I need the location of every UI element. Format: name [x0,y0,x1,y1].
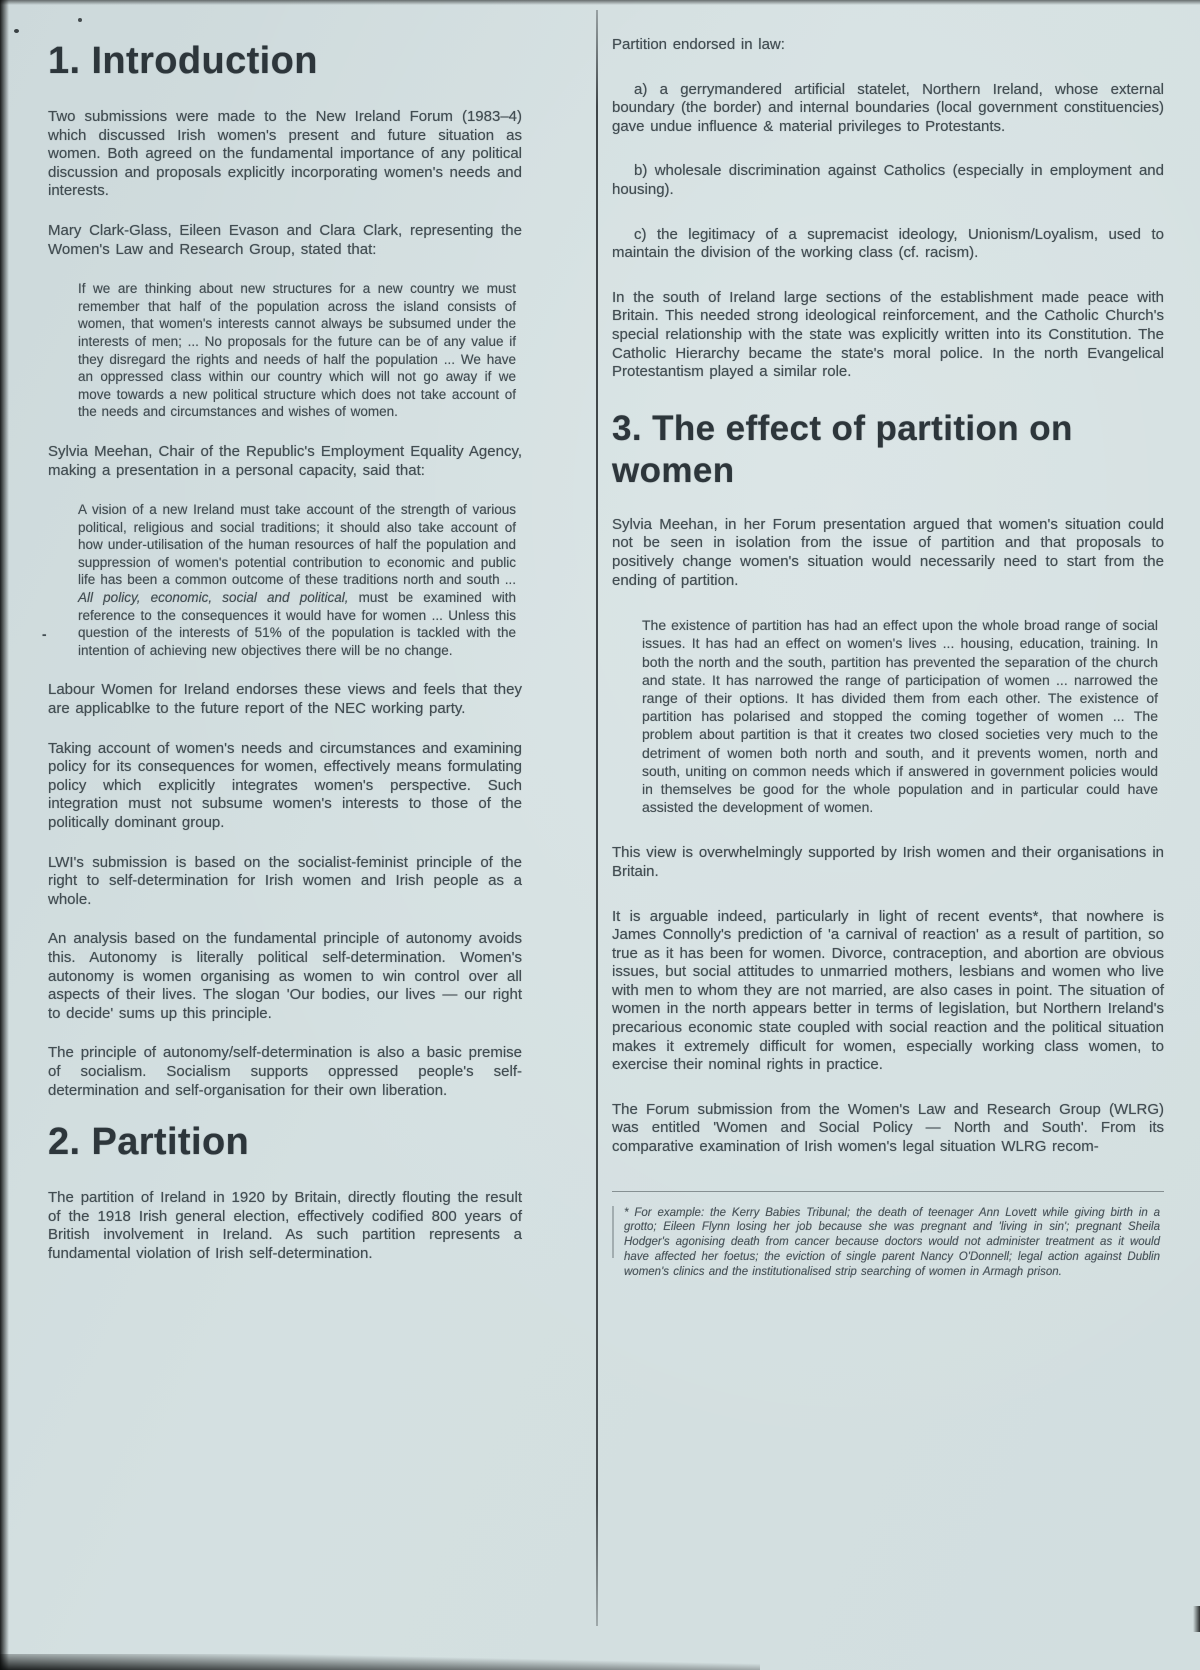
paragraph-partition-1920: The partition of Ireland in 1920 by Britain, directly flouting the result of the 1918 Irish general election, effectively codified 800 years of British involvement in Ireland. As such partition represents a fundamental violation of Irish self-determination. [48,1189,522,1262]
quote-vision-text-italic: All policy, economic, social and political, [78,590,349,606]
paragraph-view-supported: This view is overwhelmingly supported by Irish women and their organisations in Britain. [612,844,1164,880]
blockquote-vision-new-ireland [42,501,516,659]
paragraph-law-item-b: b) wholesale discrimination against Catholics (especially in employment and housing). [612,162,1164,198]
blockquote-existence-of-partition: The existence of partition has had an effect upon the whole broad range of social issues. It has had an effect on women's lives ... housing, education, training. In both the north and the south, partition has prevented the separation of the church and state. It has narrowed the range of participation of women ... narrowed the range of their options. It has divided them from each other. The existence of partition has polarised and stopped the coming together of women ... The problem about partition is that it creates two closed societies very much to the detriment of women both north and south, and it prevents women, north and south, uniting on common needs which if answered in government policies would in themselves be good for the whole population and in particular could have assisted the development of women. [642,617,1158,816]
dust-speck [14,29,19,33]
paragraph-taking-account: Taking account of women's needs and circumstances and examining policy for its consequences for women, effectively means formulating policy which explicitly integrates women's perspective. Such integration must not subsume women's interests to those of the politically dominant group. [48,739,522,831]
paragraph-lwi-submission: LWI's submission is based on the socialist-feminist principle of the right to self-determination for Irish women and Irish people as a whole. [48,853,522,908]
quote-vision-text-before: A vision of a new Ireland must take account of the strength of various political, religious and social traditions; it should also take account of how under-utilisation of the human resources of half the population and suppression of women's potential contribution to economic and public life has been a common outcome of these traditions north and south ... [78,502,516,588]
blockquote-new-structures: If we are thinking about new structures for a new country we must remember that half of the population across the island consists of women, that women's interests cannot always be subsumed under the interests of men; ... No proposals for the future can be of any value if they disregard the rights and needs of half the population ... We have an oppressed class within our country which will not go away if we move towards a new political structure which does not take account of the needs and circumstances and wishes of women. [78,281,516,420]
right-column [612,36,1164,1280]
section-heading-partition: 2. Partition [48,1121,250,1164]
footnote-text: * For example: the Kerry Babies Tribunal; the death of teenager Ann Lovett while giving birth in a grotto; Eileen Flynn losing her job because she was pregnant and 'living in sin'; pregnant Sheila Hodger's agonising death from cancer because doctors would not administer treatment as it would have affected her foetus; the eviction of single parent Nancy O'Donnell; legal action against Dublin women's clinics and the institutionalised strip searching of women in Armagh prison. [624,1206,1160,1278]
scan-edge-left [0,0,9,1670]
footnote-rule-stub [612,1206,614,1258]
section-heading-effect-of-partition: 3. The effect of partition on women [612,408,1073,490]
scan-mark-right-edge [1193,1606,1200,1632]
footnote-separator-rule [612,1191,1164,1192]
margin-dash-mark: - [42,627,47,643]
paragraph-forum-submission-wlrg: The Forum submission from the Women's Law and Research Group (WLRG) was entitled 'Women and Social Policy — North and South'. From its comparative examination of Irish women's legal situation WLRG recom- [612,1100,1164,1156]
footnote-container [612,1206,1164,1280]
paragraph-labour-women-endorses: Labour Women for Ireland endorses these views and feels that they are applicablke to the future report of the NEC working party. [48,681,522,718]
paragraph-law-item-a: a) a gerrymandered artificial statelet, Northern Ireland, whose external boundary (the border) and internal boundaries (local government constituencies) gave undue influence & material privileges to Protestants. [612,80,1164,135]
scan-edge-bottom [0,1654,760,1670]
paragraph-submissions: Two submissions were made to the New Ireland Forum (1983–4) which discussed Irish women's present and future situation as women. Both agreed on the fundamental importance of any political discussion and proposals explicitly incorporating women's needs and interests. [48,108,522,200]
paragraph-socialism: The principle of autonomy/self-determination is also a basic premise of socialism. Socialism supports oppressed people's self-determination and self-organisation for their own liberation. [48,1044,522,1099]
paragraph-south-establishment: In the south of Ireland large sections of the establishment made peace with Britain. This needed strong ideological reinforcement, and the Catholic Church's special relationship with the state was explicitly written into its Constitution. The Catholic Hierarchy became the state's moral police. In the north Evangelical Protestantism played a similar role. [612,288,1164,381]
quote-vision-text-after: must be examined with reference to the consequences it would have for women ... Unless this question of the interests of 51% of the population is tackled with the intention of achieving new objectives there will be no change. [78,590,516,658]
column-divider-rule [596,10,598,1626]
paragraph-meehan-intro: Sylvia Meehan, Chair of the Republic's Employment Equality Agency, making a presentation in a personal capacity, said that: [48,442,522,479]
paragraph-meehan-forum: Sylvia Meehan, in her Forum presentation argued that women's situation could not be seen in isolation from the issue of partition and that proposals to positively change women's situation would necessarily need to start from the ending of partition. [612,515,1164,589]
paragraph-law-intro: Partition endorsed in law: [612,36,785,53]
paragraph-autonomy: An analysis based on the fundamental principle of autonomy avoids this. Autonomy is literally political self-determination. Women's autonomy is women organising as women to win control over all aspects of their lives. The slogan 'Our bodies, our lives — our right to decide' sums up this principle. [48,930,522,1022]
paragraph-arguable-connolly: It is arguable indeed, particularly in light of recent events*, that nowhere is James Connolly's prediction of 'a carnival of reaction' as a result of partition, so true as it has been for women. Divorce, contraception, and abortion are obvious issues, but social attitudes to unmarried mothers, lesbians and women who live with men to whom they are not married, are also cases in point. The situation of women in the north appears better in terms of legislation, but Northern Ireland's precarious economic state coupled with social reaction and the political situation makes it extremely difficult for women, especially working class women, to exercise their nominal rights in practice. [612,907,1164,1074]
scan-edge-top [0,0,1200,5]
section-heading-introduction: 1. Introduction [48,40,318,82]
left-column [42,40,522,1285]
dust-speck [78,18,82,22]
paragraph-law-item-c: c) the legitimacy of a supremacist ideology, Unionism/Loyalism, used to maintain the division of the working class (cf. racism). [612,225,1164,262]
paragraph-clark-glass: Mary Clark-Glass, Eileen Evason and Clara Clark, representing the Women's Law and Research Group, stated that: [48,221,522,258]
